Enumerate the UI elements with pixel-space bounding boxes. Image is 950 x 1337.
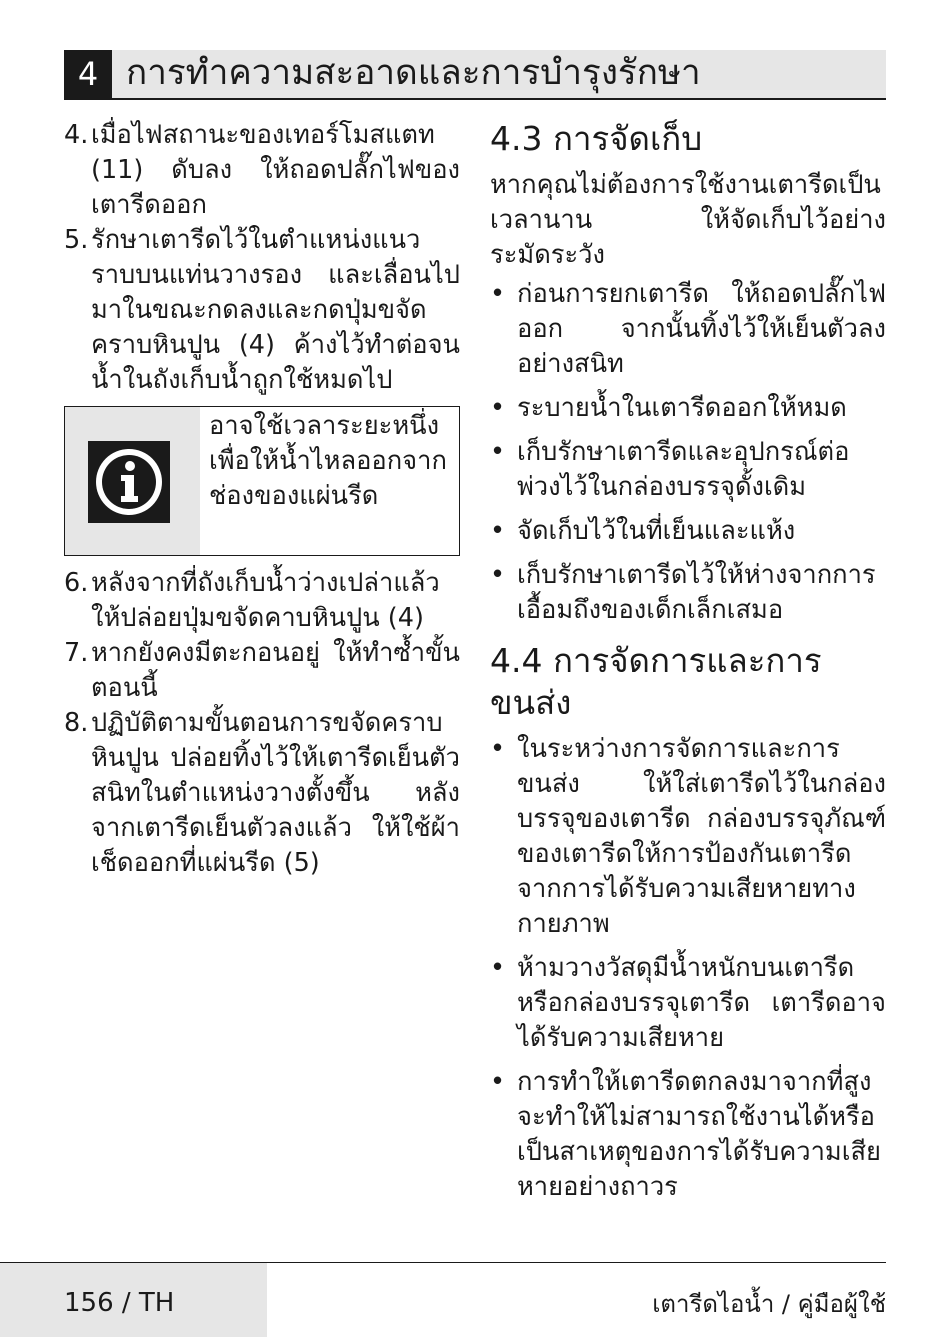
chapter-number: 4 (64, 50, 112, 98)
notice-text: อาจใช้เวลาระยะหนึ่งเพื่อให้น้ำไหลออกจากช่องของแผ่นรีด (200, 407, 459, 555)
storage-intro: หากคุณไม่ต้องการใช้งานเตารีดเป็นเวลานาน ให้จัดเก็บไว้อย่างระมัดระวัง (490, 170, 886, 270)
bullet-item: • ระบายน้ำในเตารีดออกให้หมด (490, 391, 886, 426)
bullet-item: • ในระหว่างการจัดการและการขนส่ง ให้ใส่เตารีดไว้ในกล่องบรรจุของเตารีด กล่องบรรจุภัณฑ์ของเตารีดให้การป้องกันเตารีดจากการได้รับความเสียหายทางกายภาพ (490, 732, 886, 942)
step-number: 8. (64, 708, 89, 738)
step-text: รักษาเตารีดไว้ในตำแหน่งแนวราบบนแท่นวางรอง และเลื่อนไปมาในขณะกดลงและกดปุ่มขจัดคราบหินปูน (4) ค้างไว้ทำต่อจนน้ำในถังเก็บน้ำถูกใช้หมดไป (91, 225, 460, 395)
bullet-item: • ห้ามวางวัสดุมีน้ำหนักบนเตารีดหรือกล่องบรรจุเตารีด เตารีดอาจได้รับความเสียหาย (490, 951, 886, 1056)
info-icon (88, 441, 170, 523)
info-notice (64, 406, 460, 556)
step-text: ปฏิบัติตามขั้นตอนการขจัดคราบหินปูน ปล่อยทิ้งไว้ให้เตารีดเย็นตัวสนิทในตำแหน่งวางตั้งขึ้น หลังจากเตารีดเย็นตัวลงแล้ว ให้ใช้ผ้าเช็ดออกที่แผ่นรีด (5) (91, 708, 460, 878)
step-text: หากยังคงมีตะกอนอยู่ ให้ทำซ้ำขั้นตอนนี้ (91, 638, 460, 703)
document-title: เตารีดไอน้ำ / คู่มือผู้ใช้ (652, 1290, 886, 1318)
page-number: 156 / TH (64, 1288, 175, 1318)
step-item (64, 118, 460, 223)
section-heading-storage: 4.3 การจัดเก็บ (490, 119, 703, 158)
section-heading-handling: 4.4 การจัดการและการขนส่ง (490, 641, 822, 722)
step-item (64, 566, 460, 636)
info-icon-box (65, 407, 199, 555)
bullet-item: • จัดเก็บไว้ในที่เย็นและแห้ง (490, 514, 886, 549)
step-number: 7. (64, 638, 89, 668)
step-item (64, 223, 460, 398)
step-number: 5. (64, 225, 89, 255)
handling-bullet-list (490, 732, 886, 1205)
bullet-item: • เก็บรักษาเตารีดและอุปกรณ์ต่อพ่วงไว้ในกล่องบรรจุดั้งเดิม (490, 435, 886, 505)
step-item (64, 706, 460, 881)
right-column (490, 118, 886, 1214)
step-number: 6. (64, 568, 89, 598)
bullet-item: • เก็บรักษาเตารีดไว้ให้ห่างจากการเอื้อมถึงของเด็กเล็กเสมอ (490, 558, 886, 628)
step-number: 4. (64, 120, 89, 150)
left-column (64, 118, 460, 881)
chapter-header (64, 50, 886, 100)
step-text: เมื่อไฟสถานะของเทอร์โมสแตท (11) ดับลง ให้ถอดปลั๊กไฟของเตารีดออก (91, 120, 460, 220)
storage-bullet-list (490, 277, 886, 628)
step-text: หลังจากที่ถังเก็บน้ำว่างเปล่าแล้ว ให้ปล่อยปุ่มขจัดคาบหินปูน (4) (91, 568, 440, 633)
chapter-title: การทำความสะอาดและการบำรุงรักษา (126, 53, 701, 93)
bullet-item: • การทำให้เตารีดตกลงมาจากที่สูงจะทำให้ไม่สามารถใช้งานได้หรือเป็นสาเหตุของการได้รับความเสียหายอย่างถาวร (490, 1065, 886, 1205)
step-item (64, 636, 460, 706)
bullet-item: • ก่อนการยกเตารีด ให้ถอดปลั๊กไฟออก จากนั้นทิ้งไว้ให้เย็นตัวลงอย่างสนิท (490, 277, 886, 382)
